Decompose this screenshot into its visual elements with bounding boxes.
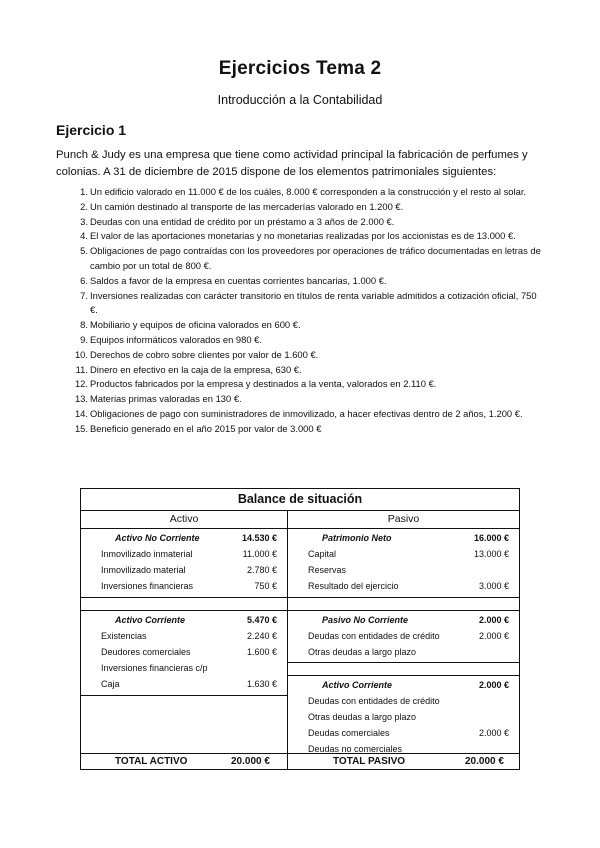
item-number: 12. [74, 378, 88, 390]
item-text: Saldos a favor de la empresa en cuentas corrientes bancarias, 1.000 €. [90, 274, 387, 286]
patrimonial-items-list [56, 185, 546, 437]
row-amount: 750 € [254, 581, 277, 591]
table-row [81, 562, 287, 578]
divider [288, 675, 519, 676]
totals-row [81, 753, 519, 770]
list-item [56, 348, 546, 363]
row-amount: 2.780 € [246, 565, 277, 575]
row-label: Activo Corriente [115, 615, 186, 625]
row-amount: 2.000 € [478, 680, 509, 690]
item-text: Materias primas valoradas en 130 €. [90, 393, 242, 405]
table-row [288, 644, 519, 660]
item-number: 7. [80, 289, 88, 301]
row-label: Caja [101, 679, 120, 689]
item-number: 5. [80, 245, 88, 257]
table-row [288, 725, 519, 741]
list-item [56, 289, 546, 319]
table-row [288, 578, 519, 594]
document-title: Ejercicios Tema 2 [218, 58, 382, 79]
row-label: Deudas comerciales [308, 728, 390, 738]
row-label: Inmovilizado inmaterial [101, 549, 193, 559]
row-label: Deudas con entidades de crédito [308, 631, 440, 641]
total-activo-label: TOTAL ACTIVO [115, 756, 188, 767]
row-amount: 2.000 € [478, 615, 509, 625]
patrimonio-neto-row [288, 530, 519, 546]
divider [288, 662, 519, 663]
total-activo-amount: 20.000 € [231, 756, 270, 767]
item-text: Un edificio valorado en 11.000 € de los cuáles, 8.000 € corresponden a la construcción y el resto al solar. [90, 186, 527, 197]
row-amount: 3.000 € [478, 581, 509, 591]
row-amount: 5.470 € [246, 615, 277, 625]
item-number: 4. [80, 230, 88, 242]
row-label: Deudas con entidades de crédito [308, 696, 440, 706]
item-number: 2. [80, 200, 88, 212]
document-subtitle: Introducción a la Contabilidad [217, 93, 383, 107]
row-label: Inversiones financieras c/p [101, 663, 208, 673]
divider [81, 695, 287, 696]
item-text: Equipos informáticos valorados en 980 €. [90, 333, 262, 345]
item-number: 10. [74, 348, 88, 360]
item-number: 14. [74, 407, 88, 419]
item-text: Deudas con una entidad de crédito por un préstamo a 3 años de 2.000 €. [90, 215, 395, 227]
exercise-intro: Punch & Judy es una empresa que tiene como actividad principal la fabricación de perfumes y colonias. A 31 de diciembre de 2015 dispone de los elementos patrimoniales siguientes: [56, 149, 528, 178]
list-item [56, 185, 546, 200]
row-label: Resultado del ejercicio [308, 581, 399, 591]
table-row [288, 628, 519, 644]
row-label: Reservas [308, 565, 347, 575]
row-label: Otras deudas a largo plazo [308, 712, 417, 722]
activo-no-corriente-row [81, 530, 287, 546]
row-label: Capital [308, 549, 337, 559]
row-amount: 14.530 € [241, 533, 277, 543]
row-label: Pasivo No Corriente [322, 615, 409, 625]
row-label: Patrimonio Neto [322, 533, 392, 543]
item-text: Obligaciones de pago contraídas con los proveedores por operaciones de tráfico documentadas en letras de cambio por un total de 800 €. [90, 245, 541, 271]
list-item [56, 215, 546, 230]
row-label: Inmovilizado material [101, 565, 186, 575]
table-row [81, 578, 287, 594]
row-label: Deudas no comerciales [308, 744, 403, 754]
table-row [81, 644, 287, 660]
row-label: Otras deudas a largo plazo [308, 647, 417, 657]
table-row [81, 628, 287, 644]
item-number: 8. [80, 319, 88, 331]
list-item [56, 274, 546, 289]
item-text: Beneficio generado en el año 2015 por valor de 3.000 € [90, 422, 322, 434]
balance-title: Balance de situación [81, 489, 519, 511]
divider [81, 597, 287, 598]
row-amount: 1.630 € [246, 679, 277, 689]
list-item [56, 407, 546, 422]
pasivo-column [288, 511, 519, 753]
item-number: 6. [80, 274, 88, 286]
row-label: Existencias [101, 631, 147, 641]
item-text: Derechos de cobro sobre clientes por valor de 1.600 €. [90, 348, 319, 360]
list-item [56, 229, 546, 244]
row-amount: 2.000 € [478, 728, 509, 738]
item-text: Obligaciones de pago con suministradores de inmovilizado, a hacer efectivas dentro de 2 años, 1.200 €. [90, 407, 523, 419]
list-item [56, 422, 546, 437]
row-amount: 11.000 € [242, 549, 277, 559]
item-number: 11. [75, 363, 88, 375]
divider [288, 610, 519, 611]
exercise-heading: Ejercicio 1 [56, 122, 127, 138]
pasivo-corriente-row [288, 677, 519, 693]
pasivo-header: Pasivo [288, 511, 519, 529]
row-amount: 16.000 € [473, 533, 509, 543]
row-label: Activo Corriente [322, 680, 393, 690]
activo-column [81, 511, 288, 753]
list-item [56, 392, 546, 407]
item-number: 15. [74, 422, 88, 434]
balance-sheet-table [80, 488, 520, 770]
item-text: El valor de las aportaciones monetarias y no monetarias realizadas por los accionistas es de 13.000 €. [90, 230, 516, 242]
row-label: Deudores comerciales [101, 647, 191, 657]
item-text: Dinero en efectivo en la caja de la empresa, 630 €. [90, 363, 302, 375]
table-row [288, 693, 519, 709]
item-number: 3. [80, 215, 88, 227]
totals-divider [287, 753, 288, 769]
row-label: Inversiones financieras [101, 581, 194, 591]
row-amount: 1.600 € [246, 647, 277, 657]
list-item [56, 363, 546, 378]
total-pasivo-label: TOTAL PASIVO [333, 756, 406, 767]
total-pasivo-amount: 20.000 € [465, 756, 504, 767]
divider [288, 597, 519, 598]
list-item [56, 244, 546, 274]
table-row [288, 546, 519, 562]
row-amount: 2.240 € [246, 631, 277, 641]
list-item [56, 318, 546, 333]
list-item [56, 200, 546, 215]
item-text: Un camión destinado al transporte de las mercaderías valorado en 1.200 €. [90, 200, 404, 212]
item-text: Inversiones realizadas con carácter transitorio en títulos de renta variable admitidos a cotización oficial, 750 €. [90, 289, 537, 316]
table-row [288, 709, 519, 725]
activo-corriente-row [81, 612, 287, 628]
item-text: Mobiliario y equipos de oficina valorados en 600 €. [90, 319, 301, 331]
list-item [56, 333, 546, 348]
item-text: Productos fabricados por la empresa y destinados a la venta, valorados en 2.110 €. [90, 378, 437, 390]
row-amount: 13.000 € [473, 549, 509, 559]
item-number: 13. [74, 393, 88, 405]
pasivo-no-corriente-row [288, 612, 519, 628]
table-row [288, 562, 519, 578]
table-row [81, 660, 287, 676]
item-number: 9. [80, 333, 88, 345]
table-row [81, 676, 287, 692]
list-item [56, 377, 546, 392]
divider [81, 610, 287, 611]
row-label: Activo No Corriente [115, 533, 200, 543]
activo-header: Activo [81, 511, 287, 529]
table-row [81, 546, 287, 562]
item-number: 1. [80, 186, 88, 197]
row-amount: 2.000 € [478, 631, 509, 641]
